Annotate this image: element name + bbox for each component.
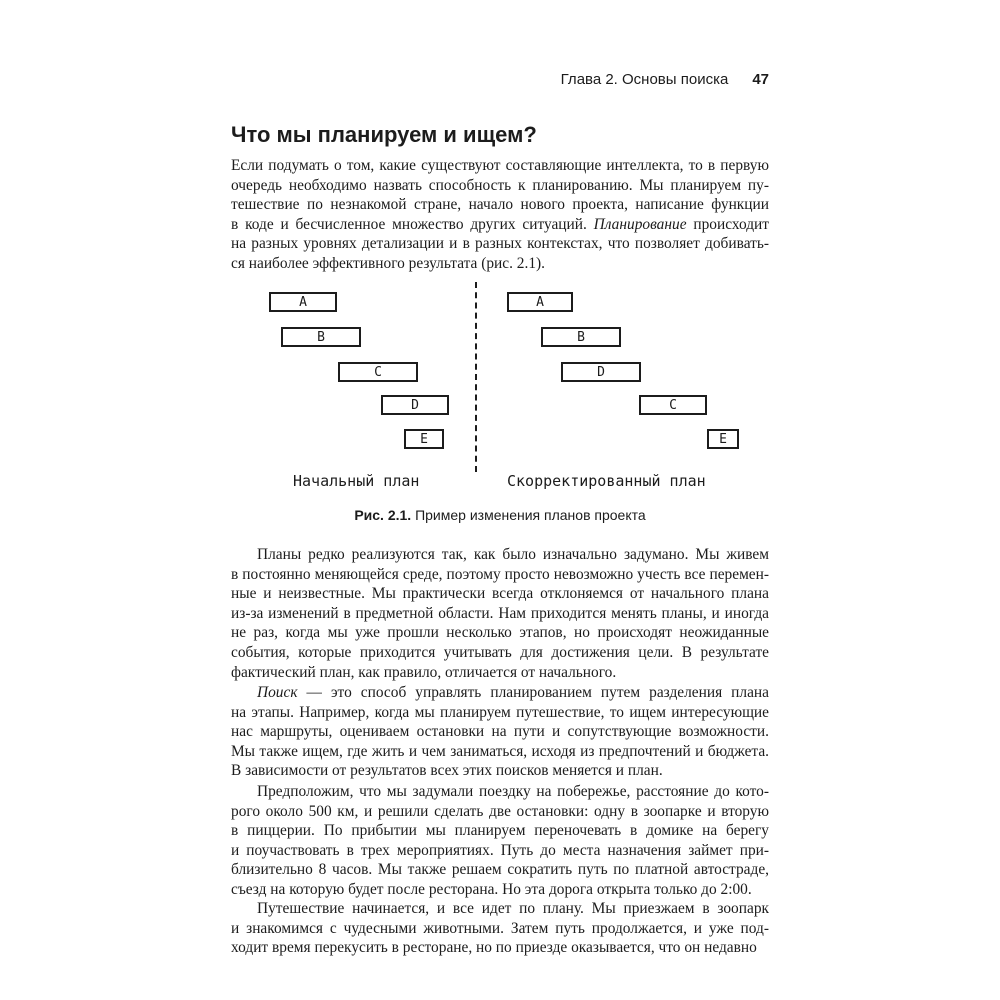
initial-plan-task-box: B [281, 327, 361, 347]
text-line [231, 919, 769, 939]
text-run: очередь необходимо назвать способность к планированию. Мы планируем пу- [231, 176, 769, 194]
text-run: ся наиболее эффективного результата (рис. 2.1). [231, 254, 546, 272]
text-run: на разных уровнях детализации и в разных контекстах, что позволяет добивать- [231, 235, 769, 253]
text-line [231, 938, 769, 958]
text-run: В зависимости от результатов всех этих поисков меняется и план. [231, 762, 663, 780]
text-run: события, которые приходится учитывать для достижения цели. В результате [231, 643, 769, 661]
text-line [231, 683, 769, 703]
text-run: тешествие по незнакомой стране, начало нового проекта, написание функции [231, 196, 769, 214]
text-line [231, 880, 769, 900]
italic-term: Поиск [257, 684, 298, 701]
adjusted-plan-task-box: A [507, 292, 573, 312]
text-line [231, 722, 769, 742]
body-paragraph [231, 683, 769, 781]
adjusted-plan-task-box: E [707, 429, 739, 449]
chapter-title: Глава 2. Основы поиска [560, 71, 729, 88]
text-run: ные и неизвестные. Мы практически всегда отклоняемся от начального плана [231, 585, 769, 603]
text-run: не раз, когда мы уже прошли несколько этапов, но происходят неожиданные [231, 624, 769, 642]
text-line [231, 761, 769, 781]
body-paragraph [231, 899, 769, 958]
text-run: на этапы. Например, когда мы планируем путешествие, то ищем интересующие [231, 703, 769, 721]
text-run: фактический план, как правило, отличается от начального. [231, 663, 617, 681]
text-line [231, 821, 769, 841]
text-run: и знакомимся с чудесными животными. Затем путь продолжается, и уже под- [231, 919, 769, 937]
text-run: рого около 500 км, и решили сделать две остановки: одну в зоопарке и вторую [231, 802, 769, 820]
text-run: Предположим, что мы задумали поездку на побережье, расстояние до кото- [257, 783, 769, 800]
text-line [231, 156, 769, 176]
text-line [231, 643, 769, 663]
adjusted-plan-label: Скорректированный план [507, 472, 706, 490]
caption-number: Рис. 2.1. [354, 507, 412, 523]
figure-plan-comparison [231, 282, 769, 502]
initial-plan-task-box: E [404, 429, 444, 449]
initial-plan-task-box: A [269, 292, 337, 312]
text-run: Планы редко реализуются так, как было изначально задумано. Мы живем [257, 546, 769, 563]
figure-caption [231, 505, 769, 525]
text-line [231, 782, 769, 802]
text-line [231, 254, 769, 274]
body-paragraph [231, 545, 769, 682]
text-run: Мы также ищем, где жить и чем заниматься, исходя из предпочтений и бюджета. [231, 742, 769, 760]
text-run: в постоянно меняющейся среде, поэтому просто невозможно учесть все перемен- [231, 565, 769, 583]
adjusted-plan-task-box: B [541, 327, 621, 347]
page-number: 47 [752, 71, 769, 88]
text-line [231, 545, 769, 565]
text-line [231, 176, 769, 196]
text-run: ходит время перекусить в ресторане, но по приезде оказывается, что он недавно [231, 939, 757, 957]
text-run: Путешествие начинается, и все идет по плану. Мы приезжаем в зоопарк [257, 900, 769, 917]
plan-divider [475, 282, 477, 472]
initial-plan-task-box: C [338, 362, 418, 382]
text-run: — это способ управлять планированием путем разделения плана [297, 684, 769, 701]
text-line [231, 841, 769, 861]
text-run: и поучаствовать в трех мероприятиях. Путь до места назначения займет при- [231, 841, 769, 859]
text-line [231, 663, 769, 683]
section-heading: Что мы планируем и ищем? [231, 122, 537, 147]
running-head [0, 70, 769, 90]
body-paragraph [231, 782, 769, 900]
text-line [231, 899, 769, 919]
text-line [231, 802, 769, 822]
text-line [231, 195, 769, 215]
caption-text: Пример изменения планов проекта [411, 507, 646, 523]
text-line [231, 742, 769, 762]
text-run: съезд на которую будет после ресторана. Но эта дорога открыта только до 2:00. [231, 880, 752, 898]
initial-plan-task-box: D [381, 395, 449, 415]
text-run: в коде и бесчисленное множество других ситуаций. [231, 215, 594, 233]
text-line [231, 860, 769, 880]
text-run: близительно 8 часов. Мы также решаем сократить путь по платной автостраде, [231, 861, 769, 879]
adjusted-plan-task-box: C [639, 395, 707, 415]
text-run: нас маршруты, оцениваем остановки на пути и сопутствующие возможности. [231, 723, 769, 741]
text-line [231, 604, 769, 624]
text-line [231, 215, 769, 235]
text-line [231, 584, 769, 604]
text-run: из-за изменений в предметной области. Нам приходится менять планы, и иногда [231, 604, 769, 622]
intro-paragraph [231, 156, 769, 274]
text-line [231, 623, 769, 643]
text-line [231, 565, 769, 585]
text-run: происходит [686, 215, 769, 233]
text-run: в пиццерии. По прибытии мы планируем переночевать в домике на берегу [231, 822, 769, 840]
initial-plan-label: Начальный план [293, 472, 420, 490]
adjusted-plan-task-box: D [561, 362, 641, 382]
text-line [231, 234, 769, 254]
italic-term: Планирование [593, 215, 687, 233]
text-line [231, 703, 769, 723]
text-run: Если подумать о том, какие существуют составляющие интеллекта, то в первую [231, 157, 769, 174]
